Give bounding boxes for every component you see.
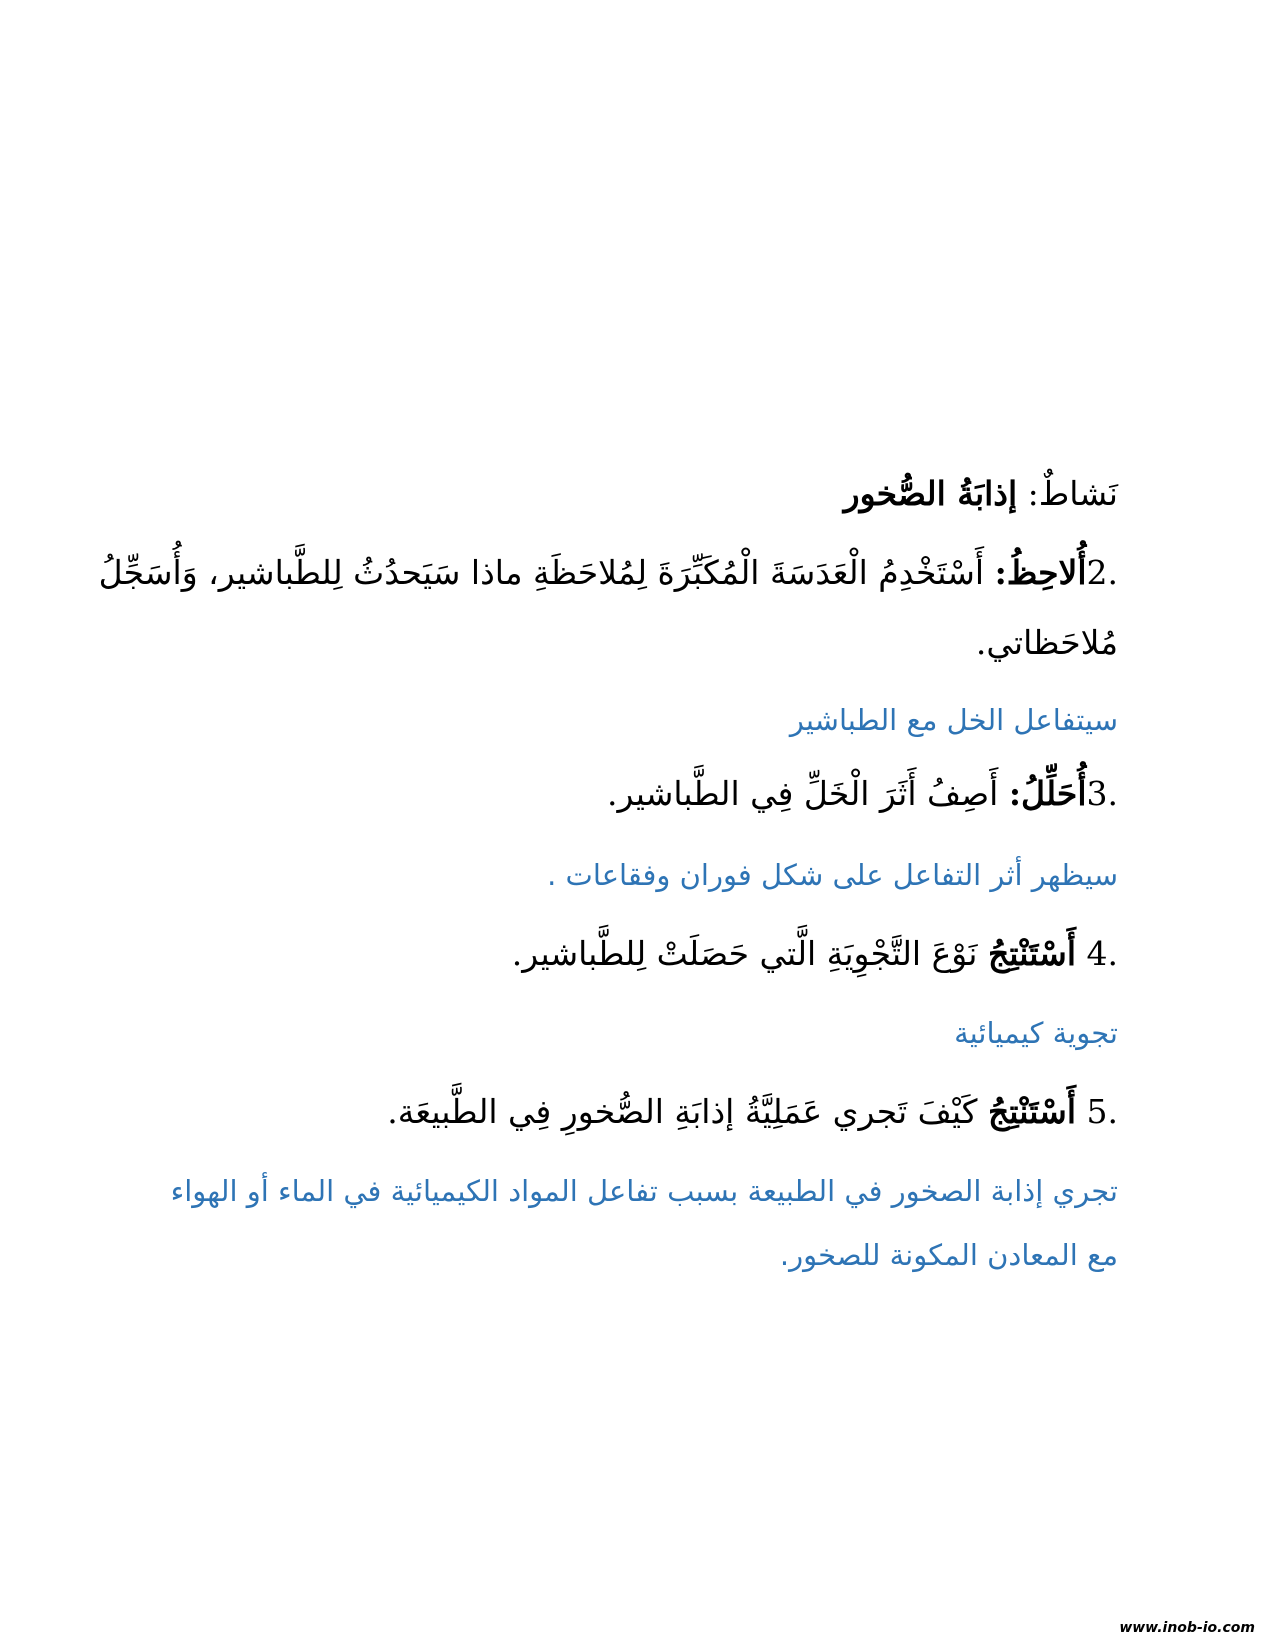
- question-5: [387, 1092, 1118, 1132]
- question-3-number: 3.: [1086, 774, 1118, 813]
- activity-title: إذابَةُ الصُّخور: [843, 474, 1018, 513]
- question-4-verb: أَسْتَنْتِجُ: [988, 934, 1076, 973]
- question-2-verb: أُلاحِظُ:: [994, 553, 1087, 592]
- question-2-number: 2.: [1086, 553, 1118, 592]
- answer-5-line-2: مع المعادن المكونة للصخور.: [779, 1238, 1118, 1272]
- question-2-line-2: مُلاحَظاتي.: [975, 623, 1118, 662]
- activity-prefix: نَشاطٌ:: [1027, 474, 1118, 513]
- question-2-text: أَسْتَخْدِمُ الْعَدَسَةَ الْمُكَبِّرَةَ لِمُلاحَظَةِ ماذا سَيَحدُثُ لِلطَّباشير، وَأُسَجِّلُ: [98, 553, 985, 592]
- question-5-number: 5.: [1086, 1092, 1118, 1131]
- question-3-verb: أُحَلِّلُ:: [1008, 774, 1087, 813]
- question-4-text: نَوْعَ التَّجْوِيَةِ الَّتي حَصَلَتْ لِلطَّباشير.: [511, 934, 978, 973]
- answer-2: سيتفاعل الخل مع الطباشير: [789, 703, 1118, 737]
- question-4: [512, 934, 1118, 974]
- answer-3: سيظهر أثر التفاعل على شكل فوران وفقاعات .: [547, 858, 1118, 892]
- footer-website: www.inob-io.com: [1119, 1620, 1255, 1636]
- question-5-verb: أَسْتَنْتِجُ: [988, 1092, 1076, 1131]
- question-2-line-1: [99, 553, 1118, 593]
- question-3: [607, 774, 1118, 814]
- answer-5-line-1: تجري إذابة الصخور في الطبيعة بسبب تفاعل المواد الكيميائية في الماء أو الهواء: [170, 1174, 1118, 1208]
- answer-4: تجوية كيميائية: [954, 1016, 1118, 1050]
- question-5-text: كَيْفَ تَجري عَمَلِيَّةُ إذابَةِ الصُّخورِ فِي الطَّبيعَة.: [387, 1092, 978, 1131]
- question-4-number: 4.: [1086, 934, 1118, 973]
- question-3-text: أَصِفُ أَثَرَ الْخَلِّ فِي الطَّباشير.: [607, 774, 999, 813]
- activity-heading: [844, 474, 1118, 514]
